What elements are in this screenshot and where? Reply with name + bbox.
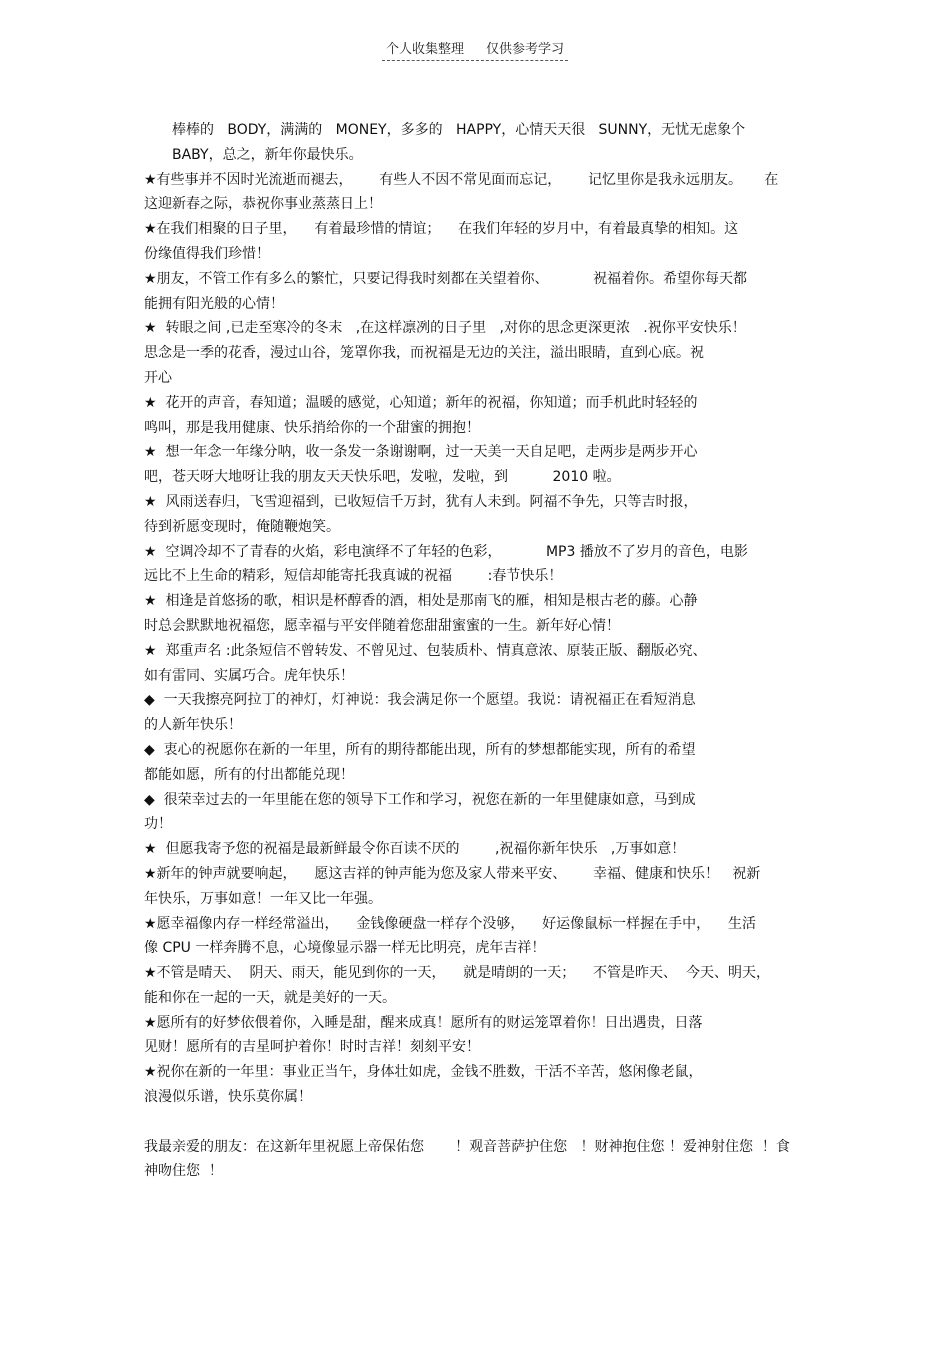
text-line: 份缘值得我们珍惜！: [144, 245, 270, 262]
text-line: 思念是一季的花香，漫过山谷，笼罩你我，而祝福是无边的关注，溢出眼睛，直到心底。祝: [144, 345, 704, 362]
text-line: ★ 空调冷却不了青春的火焰，彩电演绎不了年轻的色彩， MP3 播放不了岁月的音色，电影: [144, 543, 748, 560]
text-line: [144, 1110, 808, 1135]
text-line: 吧，苍天呀大地呀让我的朋友天天快乐吧，发啦，发啦，到 2010 啦。: [144, 469, 621, 486]
document-body: [144, 118, 808, 1184]
text-line: ★愿所有的好梦依偎着你，入睡是甜，醒来成真！愿所有的财运笼罩着你！日出遇贵，日落: [144, 1014, 703, 1031]
text-line: ★ 风雨送春归，飞雪迎福到，已收短信千万封，犹有人未到。阿福不争先，只等吉时报，: [144, 493, 698, 510]
text-line: 待到祈愿变现时，俺随鞭炮笑。: [144, 518, 340, 535]
text-line: BABY，总之，新年你最快乐。: [172, 146, 363, 163]
text-line: 能拥有阳光般的心情！: [144, 295, 284, 312]
text-line: 如有雷同、实属巧合。虎年快乐！: [144, 667, 354, 684]
text-line: 我最亲爱的朋友：在这新年里祝愿上帝保佑您 ！观音菩萨护住您 ！财神抱住您 ！爱神射住您 ！食: [144, 1138, 790, 1155]
header-left-text: 个人收集整理: [385, 42, 464, 57]
text-line: ★有些事并不因时光流逝而褪去， 有些人不因不常见面而忘记， 记忆里你是我永远朋友。 在: [144, 171, 779, 188]
text-line: 年快乐，万事如意！一年又比一年强。: [144, 890, 382, 907]
text-line: 像 CPU 一样奔腾不息，心境像显示器一样无比明亮，虎年吉祥！: [144, 940, 546, 957]
text-line: 鸣叫，那是我用健康、快乐捎给你的一个甜蜜的拥抱！: [144, 419, 480, 436]
text-line: 开心: [144, 369, 172, 386]
text-line: 见财！愿所有的吉星呵护着你！时时吉祥！刻刻平安！: [144, 1039, 480, 1056]
text-line: ★ 花开的声音，春知道；温暖的感觉，心知道；新年的祝福，你知道；而手机此时轻轻的: [144, 394, 698, 411]
text-line: 神吻住您 ！: [144, 1163, 223, 1180]
text-line: ★ 相逢是首悠扬的歌，相识是杯醇香的酒，相处是那南飞的雁，相知是根古老的藤。心静: [144, 593, 698, 610]
text-line: 的人新年快乐！: [144, 717, 242, 734]
text-line: ★愿幸福像内存一样经常溢出， 金钱像硬盘一样存个没够， 好运像鼠标一样握在手中， 生活: [144, 915, 756, 932]
text-line: ★不管是晴天、 阴天、雨天，能见到你的一天， 就是晴朗的一天； 不管是昨天、 今天、明天，: [144, 965, 770, 982]
text-line: ◆ 衷心的祝愿你在新的一年里，所有的期待都能出现，所有的梦想都能实现，所有的希望: [144, 741, 696, 758]
text-line: 这迎新春之际，恭祝你事业蒸蒸日上！: [144, 196, 382, 213]
text-line: ★祝你在新的一年里：事业正当午，身体壮如虎，金钱不胜数，干活不辛苦，悠闲像老鼠，: [144, 1064, 703, 1081]
text-line: 能和你在一起的一天，就是美好的一天。: [144, 989, 396, 1006]
text-line: 时总会默默地祝福您，愿幸福与平安伴随着您甜甜蜜蜜的一生。新年好心情！: [144, 617, 620, 634]
text-line: 棒棒的 BODY，满满的 MONEY，多多的 HAPPY，心情天天很 SUNNY，无忧无虑象个: [172, 122, 746, 138]
text-line: ★ 但愿我寄予您的祝福是最新鲜最令你百读不厌的 ,祝福你新年快乐 ,万事如意！: [144, 841, 686, 858]
header-right-text: 仅供参考学习: [486, 42, 565, 57]
text-line: ★ 想一年念一年缘分呐，收一条发一条谢谢啊，过一天美一天自足吧，走两步是两步开心: [144, 444, 698, 461]
text-line: 功！: [144, 816, 172, 833]
text-line: ★ 转眼之间 ,已走至寒冷的冬末 ,在这样凛冽的日子里 ,对你的思念更深更浓 .祝你平安快乐！: [144, 320, 746, 337]
text-line: 都能如愿，所有的付出都能兑现！: [144, 766, 354, 783]
text-line: 浪漫似乐谱，快乐莫你属！: [144, 1089, 312, 1106]
text-line: ★新年的钟声就要响起， 愿这吉祥的钟声能为您及家人带来平安、 幸福、健康和快乐！ 祝新: [144, 865, 761, 882]
header-rule: [382, 38, 568, 61]
page-header: [0, 38, 950, 61]
text-line: ★ 郑重声名 :此条短信不曾转发、不曾见过、包装质朴、情真意浓、原装正版、翻版必究、: [144, 642, 707, 659]
text-line: ◆ 一天我擦亮阿拉丁的神灯，灯神说：我会满足你一个愿望。我说：请祝福正在看短消息: [144, 692, 696, 709]
text-line: 远比不上生命的精彩，短信却能寄托我真诚的祝福 :春节快乐！: [144, 568, 563, 585]
text-line: ◆ 很荣幸过去的一年里能在您的领导下工作和学习，祝您在新的一年里健康如意，马到成: [144, 791, 696, 808]
text-line: ★在我们相聚的日子里， 有着最珍惜的情谊； 在我们年轻的岁月中，有着最真挚的相知。这: [144, 221, 739, 238]
text-line: ★朋友，不管工作有多么的繁忙，只要记得我时刻都在关望着你、 祝福着你。希望你每天都: [144, 270, 748, 287]
